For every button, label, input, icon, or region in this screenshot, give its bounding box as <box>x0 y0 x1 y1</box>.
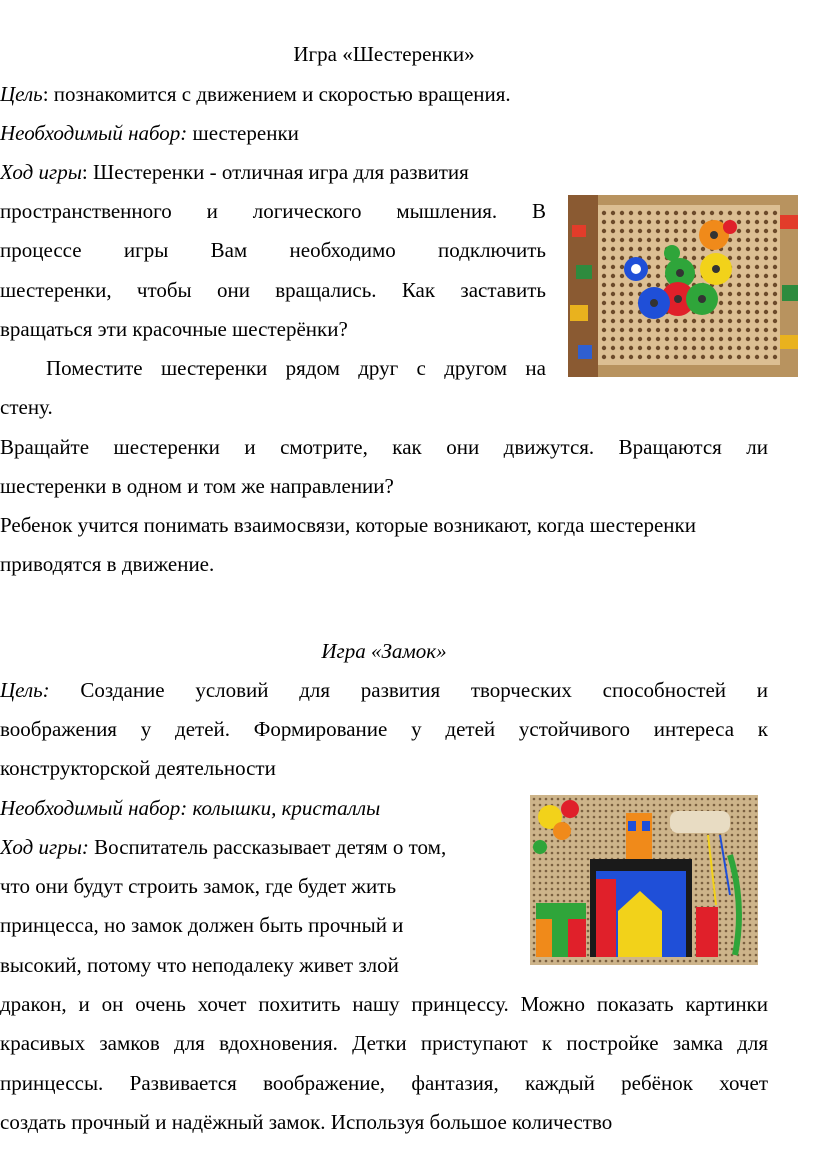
goal-label: Цель <box>0 82 43 106</box>
flow2-label: Ход игры: <box>0 835 89 859</box>
goal2-label: Цель: <box>0 678 50 702</box>
game1-flow-line-5: вращаться эти красочные шестерёнки? <box>0 317 348 341</box>
game1-flow-line-2: пространственного и логического мышления. В <box>0 199 546 223</box>
game2-flow-line-7: принцессы. Развивается воображение, фантазия, каждый ребёнок хочет <box>0 1071 768 1095</box>
game1-flow-line-9: шестеренки в одном и том же направлении? <box>0 474 394 498</box>
game2-flow-line-5: дракон, и он очень хочет похитить нашу принцессу. Можно показать картинки <box>0 992 768 1016</box>
game2-flow-line-1: Ход игры: Воспитатель рассказывает детям о том, <box>0 835 447 859</box>
game1-flow-line-7: стену. <box>0 395 53 419</box>
game2-flow-line-3: принцесса, но замок должен быть прочный и <box>0 913 404 937</box>
game1-flow-line-8: Вращайте шестеренки и смотрите, как они движутся. Вращаются ли <box>0 435 768 459</box>
game2-goal-line-3: конструкторской деятельности <box>0 756 276 780</box>
game1-kit <box>0 119 299 147</box>
game2-flow-line-6: красивых замков для вдохновения. Детки приступают к постройке замка для <box>0 1031 768 1055</box>
game1-flow-line-4: шестеренки, чтобы они вращались. Как заставить <box>0 278 546 302</box>
kit-text: шестеренки <box>187 121 299 145</box>
game1-goal <box>0 80 511 108</box>
game1-flow-line-1: Ход игры: Шестеренки - отличная игра для развития <box>0 160 469 184</box>
game1-title: Игра «Шестеренки» <box>293 42 475 66</box>
castle-photo <box>530 795 758 965</box>
game2-goal-line-2: воображения у детей. Формирование у детей устойчивого интереса к <box>0 717 768 741</box>
game1-flow-line-10: Ребенок учится понимать взаимосвязи, которые возникают, когда шестеренки <box>0 513 696 537</box>
game1-flow-line-6: Поместите шестеренки рядом друг с другом на <box>46 356 546 380</box>
game2-kit: Необходимый набор: колышки, кристаллы <box>0 796 381 820</box>
kit-label: Необходимый набор: <box>0 121 188 145</box>
game1-flow-line-3: процессе игры Вам необходимо подключить <box>0 238 546 262</box>
game2-flow-line-2: что они будут строить замок, где будет жить <box>0 874 397 898</box>
game2-flow-line-8: создать прочный и надёжный замок. Используя большое количество <box>0 1110 613 1134</box>
gears-photo <box>568 195 798 377</box>
game1-flow-line-11: приводятся в движение. <box>0 552 215 576</box>
game2-goal-line-1: Цель: Создание условий для развития творческих способностей и <box>0 678 768 702</box>
goal-text: : познакомится с движением и скоростью вращения. <box>42 82 511 106</box>
game2-flow-line-4: высокий, потому что неподалеку живет злой <box>0 953 399 977</box>
flow-label: Ход игры <box>0 160 82 184</box>
game2-title: Игра «Замок» <box>321 639 447 663</box>
